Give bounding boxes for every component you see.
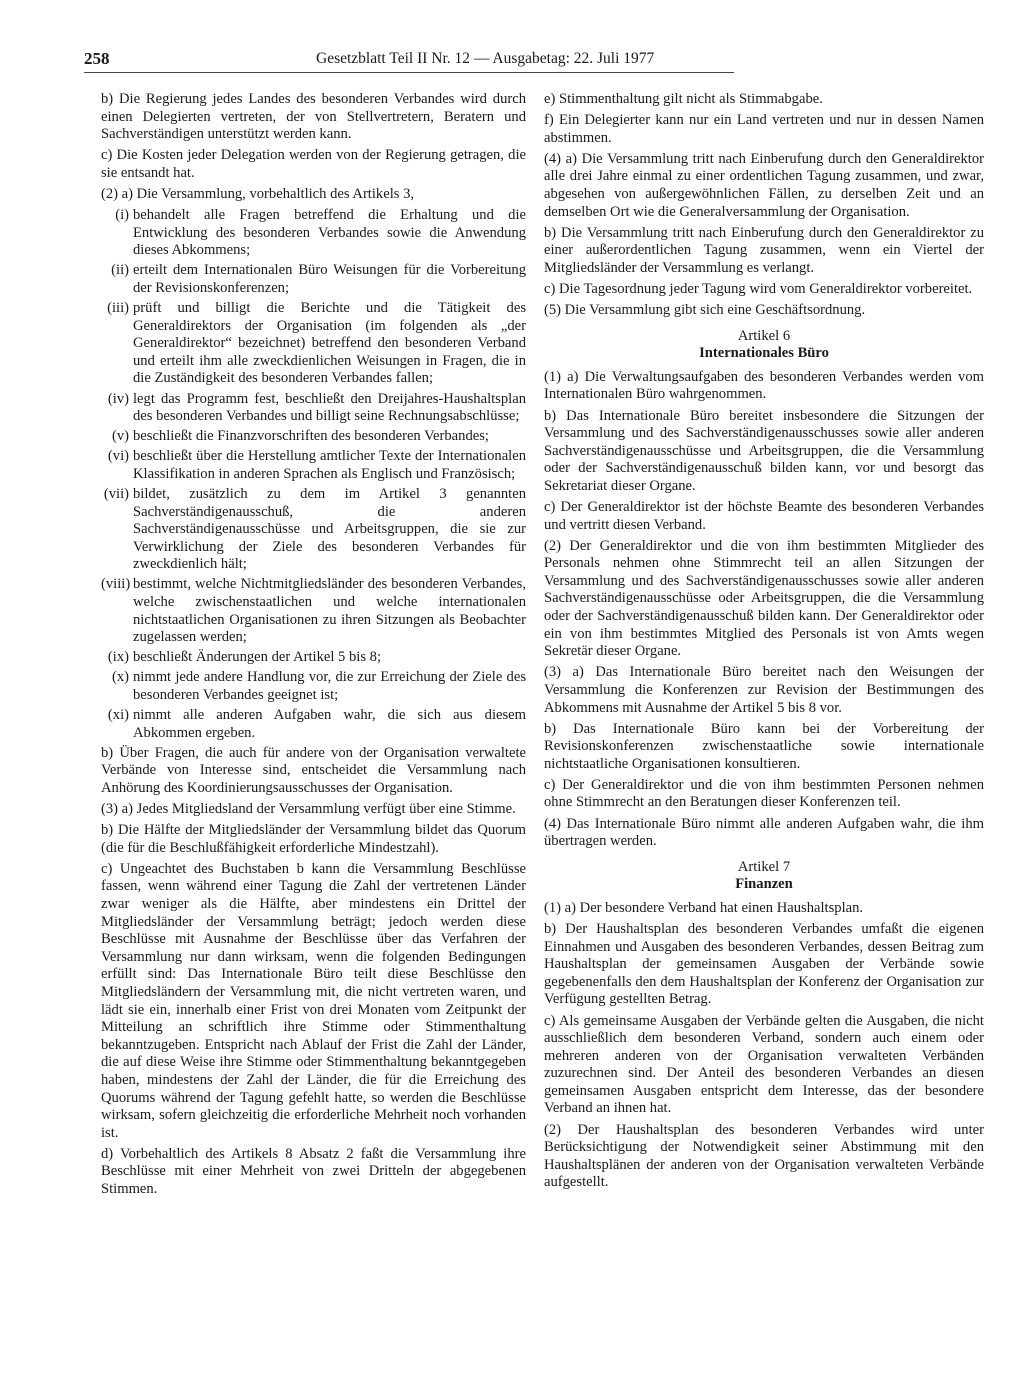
article-6-heading: Artikel 6	[737, 327, 791, 344]
article-7-title: Finanzen	[735, 876, 793, 893]
item-text: beschließt über die Herstellung amtlicher Texte der Internationalen Klassifikation in anderen Sprachen als Englisch und Französisch;	[133, 448, 526, 482]
paragraph: (3) a) Jedes Mitgliedsland der Versammlung verfügt über eine Stimme.	[101, 801, 516, 818]
item-label: (ii)	[111, 262, 129, 279]
item-label: (x)	[111, 669, 129, 686]
list-item	[101, 207, 526, 260]
paragraph: (4) a) Die Versammlung tritt nach Einberufung durch den Generaldirektor alle drei Jahre einmal zu einer ordentlichen Tagung zusammen, und zwar, abgesehen von außergewöhnlichen Fällen, zu derselben Zeit und an demselben Ort wie die Generalversammlung der Organisation.	[544, 150, 984, 220]
item-label: (vi)	[107, 448, 129, 465]
list-item	[101, 262, 526, 297]
item-label: (iii)	[107, 300, 129, 317]
paragraph: b) Das Internationale Büro kann bei der Vorbereitung der Revisionskonferenzen zwischenstaatliche sowie internationale nichtstaatliche Organisationen konsultieren.	[544, 720, 984, 772]
paragraph: b) Über Fragen, die auch für andere von der Organisation verwaltete Verbände von Interesse sind, entscheidet die Versammlung nach Anhörung des Koordinierungsausschusses der Organisation.	[101, 744, 526, 796]
list-item	[101, 707, 526, 742]
list-item	[101, 428, 526, 446]
list-item	[101, 448, 526, 483]
item-label: (v)	[111, 428, 129, 445]
item-text: beschließt Änderungen der Artikel 5 bis 8;	[133, 649, 382, 666]
paragraph: c) Der Generaldirektor ist der höchste Beamte des besonderen Verbandes und vertritt diesen Verband.	[544, 498, 984, 533]
item-text: legt das Programm fest, beschließt den Dreijahres-Haushaltsplan des besonderen Verbandes und billigt seine Rechnungsabschlüsse;	[133, 390, 526, 425]
paragraph: f) Ein Delegierter kann nur ein Land vertreten und nur in dessen Namen abstimmen.	[544, 112, 984, 146]
list-item	[101, 391, 526, 426]
paragraph: (2) Der Haushaltsplan des besonderen Verbandes wird unter Berücksichtigung der Notwendigkeit seiner Abstimmung mit den Haushaltsplänen der anderen von der Organisation verwalteten Verbände aufgestellt.	[544, 1121, 984, 1191]
item-label: (viii)	[101, 576, 131, 593]
paragraph: b) Das Internationale Büro bereitet insbesondere die Sitzungen der Versammlung und des Sachverständigenausschusses sowie aller anderen Sachverständigenausschüsse und Arbeitsgruppen, die die Versammlung oder der Sachverständigenausschuß bilden kann, vor und besorgt das Sekretariat dieser Organe.	[544, 407, 984, 494]
paragraph: (4) Das Internationale Büro nimmt alle anderen Aufgaben wahr, die ihm übertragen werden.	[544, 815, 984, 850]
item-text: erteilt dem Internationalen Büro Weisungen für die Vorbereitung der Revisionskonferenzen;	[133, 262, 526, 296]
page-header	[84, 48, 734, 73]
paragraph: e) Stimmenthaltung gilt nicht als Stimmabgabe.	[544, 91, 823, 107]
paragraph: c) Die Kosten jeder Delegation werden von der Regierung getragen, die sie entsandt hat.	[101, 147, 526, 181]
item-text: prüft und billigt die Berichte und die Tätigkeit des Generaldirektors der Organisation (im folgenden als „der Generaldirektor“ bezeichnet) betreffend den besonderen Verband und erteilt ihm alle zweckdienlichen Weisungen in Fragen, die in die Zuständigkeit des besonderen Verbandes fallen;	[133, 300, 526, 387]
item-text: behandelt alle Fragen betreffend die Erhaltung und die Entwicklung des besonderen Verbandes sowie die Anwendung dieses Abkommens;	[133, 207, 526, 259]
paragraph: c) Die Tagesordnung jeder Tagung wird vom Generaldirektor vorbereitet.	[544, 280, 973, 297]
item-text: bildet, zusätzlich zu dem im Artikel 3 genannten Sachverständigenausschuß, die anderen Sachverständigenausschüsse und Arbeitsgruppen, die sie zur Verwirklichung der Ziele des besonderen Verbandes für zweckdienlich hält;	[133, 485, 526, 573]
item-label: (vii)	[103, 485, 129, 502]
paragraph: d) Vorbehaltlich des Artikels 8 Absatz 2 faßt die Versammlung ihre Beschlüsse mit einer Mehrheit von zwei Dritteln der abgegebenen Stimmen.	[101, 1145, 526, 1198]
article-7-heading: Artikel 7	[737, 858, 791, 875]
item-text: bestimmt, welche Nichtmitgliedsländer des besonderen Verbandes, welche zwischenstaatlichen und welche internationalen nichtstaatlichen Organisationen zu ihren Sitzungen als Beobachter zugelassen werden;	[133, 576, 526, 646]
list-item	[101, 649, 526, 667]
list-item	[101, 300, 526, 388]
list-item	[101, 486, 526, 574]
paragraph: b) Der Haushaltsplan des besonderen Verbandes umfaßt die eigenen Einnahmen und Ausgaben des besonderen Verbandes, dessen Beitrag zum Haushaltsplan der gemeinsamen Ausgaben der Verbände sowie gegebenenfalls den dem Haushaltsplan der Konferenz der Organisation zur Verfügung gestellten Betrag.	[544, 921, 984, 1008]
right-column	[544, 91, 984, 1195]
list-item	[101, 576, 526, 646]
left-column	[101, 91, 526, 1202]
paragraph: (3) a) Das Internationale Büro bereitet nach den Weisungen der Versammlung die Konferenzen zur Revision der Bestimmungen des Abkommens mit Ausnahme der Artikel 5 bis 8 vor.	[544, 664, 984, 716]
item-text: beschließt die Finanzvorschriften des besonderen Verbandes;	[133, 428, 489, 445]
paragraph: (1) a) Der besondere Verband hat einen Haushaltsplan.	[544, 899, 864, 916]
list-item	[101, 669, 526, 704]
page-number: 258	[84, 49, 110, 68]
item-label: (i)	[115, 207, 129, 224]
paragraph: (2) Der Generaldirektor und die von ihm bestimmten Mitglieder des Personals nehmen ohne Stimmrecht teil an allen Sitzungen der Versammlung und des Sachverständigenausschusses sowie aller anderen Sachverständigenausschüsse oder Arbeitsgruppen, die die Versammlung oder der Sachverständigenausschuß bilden kann. Der Generaldirektor oder ein von ihm bestimmtes Mitglied des Personals ist von Amts wegen Sekretär dieser Organe.	[544, 537, 984, 660]
paragraph: b) Die Regierung jedes Landes des besonderen Verbandes wird durch einen Delegierten vertreten, der von Stellvertretern, Beratern und Sachverständigen unterstützt werden kann.	[101, 91, 526, 143]
paragraph: c) Ungeachtet des Buchstaben b kann die Versammlung Beschlüsse fassen, wenn während einer Tagung die Zahl der vertretenen Länder zwar weniger als die Hälfte, aber mindestens ein Drittel der Mitgliedsländer der Versammlung beträgt; jedoch werden diese Beschlüsse mit Ausnahme der Beschlüsse über das Verfahren der Versammlung nur dann wirksam, wenn die folgenden Bedingungen erfüllt sind: Das Internationale Büro teilt diese Beschlüsse den Mitgliedsländern der Versammlung mit, die nicht vertreten waren, und lädt sie ein, innerhalb einer Frist von drei Monaten vom Zeitpunkt der Mitteilung an schriftlich ihre Stimme oder Stimmenthaltung bekanntzugeben. Entspricht nach Ablauf der Frist die Zahl der Länder, die auf diese Weise ihre Stimme oder Stimmenthaltung bekanntgegeben haben, mindestens der Zahl der Länder, die für die Erreichung des Quorums während der Tagung gefehlt hatte, so werden die Beschlüsse wirksam, sofern gleichzeitig die erforderliche Mehrheit noch vorhanden ist.	[101, 860, 526, 1141]
item-label: (xi)	[107, 707, 129, 724]
paragraph: (2) a) Die Versammlung, vorbehaltlich des Artikels 3,	[101, 185, 415, 202]
paragraph: (1) a) Die Verwaltungsaufgaben des besonderen Verbandes werden vom Internationalen Büro wahrgenommen.	[544, 368, 984, 403]
paragraph: c) Als gemeinsame Ausgaben der Verbände gelten die Ausgaben, die nicht ausschließlich dem besonderen Verband, sondern auch einem oder mehreren anderen von der Organisation verwalteten Verbänden zuzurechnen sind. Der Anteil des besonderen Verbandes an diesen gemeinsamen Ausgaben entspricht dem Interesse, das der besondere Verband an ihnen hat.	[544, 1012, 984, 1117]
paragraph: (5) Die Versammlung gibt sich eine Geschäftsordnung.	[544, 302, 866, 319]
article-6-title: Internationales Büro	[699, 345, 829, 362]
paragraph: b) Die Versammlung tritt nach Einberufung durch den Generaldirektor zu einer außerordentlichen Tagung zusammen, wenn ein Viertel der Mitgliedsländer der Versammlung es verlangt.	[544, 224, 984, 276]
header-title: Gesetzblatt Teil II Nr. 12 — Ausgabetag: 22. Juli 1977	[316, 50, 655, 67]
item-label: (ix)	[107, 649, 129, 666]
item-label: (iv)	[107, 390, 129, 407]
item-text: nimmt jede andere Handlung vor, die zur Erreichung der Ziele des besonderen Verbandes geeignet ist;	[133, 669, 526, 703]
paragraph: b) Die Hälfte der Mitgliedsländer der Versammlung bildet das Quorum (die für die Beschlußfähigkeit erforderliche Mindestzahl).	[101, 822, 526, 856]
item-text: nimmt alle anderen Aufgaben wahr, die sich aus diesem Abkommen ergeben.	[133, 707, 526, 741]
paragraph: c) Der Generaldirektor und die von ihm bestimmten Personen nehmen ohne Stimmrecht an den Beratungen dieser Konferenzen teil.	[544, 776, 984, 811]
